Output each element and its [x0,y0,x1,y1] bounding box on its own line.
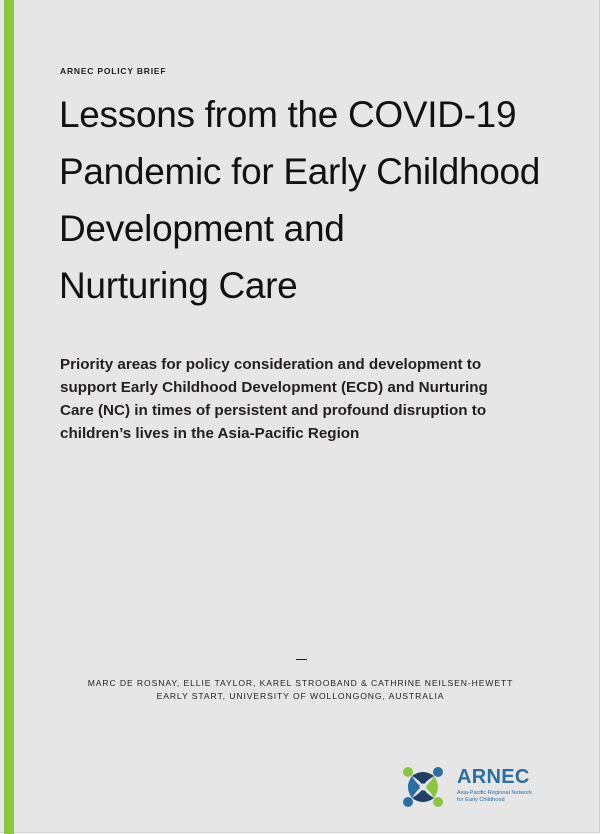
title-line: Lessons from the COVID-19 [59,94,517,135]
title-line: Nurturing Care [59,265,298,306]
subtitle-line: Priority areas for policy consideration and development to [60,356,482,373]
title-line: Pandemic for Early Childhood [59,151,541,192]
arnec-logo [400,764,540,810]
author-affiliation: EARLY START, UNIVERSITY OF WOLLONGONG, AUSTRALIA [156,691,445,701]
subtitle-line: Care (NC) in times of persistent and profound disruption to [60,402,487,419]
arnec-logo-wordmark: ARNEC [457,766,530,788]
arnec-logo-tagline [457,790,547,804]
subtitle-line: support Early Childhood Development (ECD) and Nurturing [60,379,488,396]
document-title [59,86,579,314]
author-list: MARC DE ROSNAY, ELLIE TAYLOR, KAREL STROOBAND & CATHRINE NEILSEN-HEWETT [87,678,514,688]
policy-brief-label: ARNEC POLICY BRIEF [60,66,167,76]
separator-dash [296,659,307,660]
tagline-line: Asia-Pacific Regional Network [457,790,532,796]
document-subtitle [60,353,530,445]
tagline-line: for Early Childhood [457,797,505,803]
arnec-logo-icon [400,764,446,810]
green-accent-bar [4,0,14,834]
subtitle-line: children’s lives in the Asia-Pacific Region [60,425,360,442]
title-line: Development and [59,208,345,249]
